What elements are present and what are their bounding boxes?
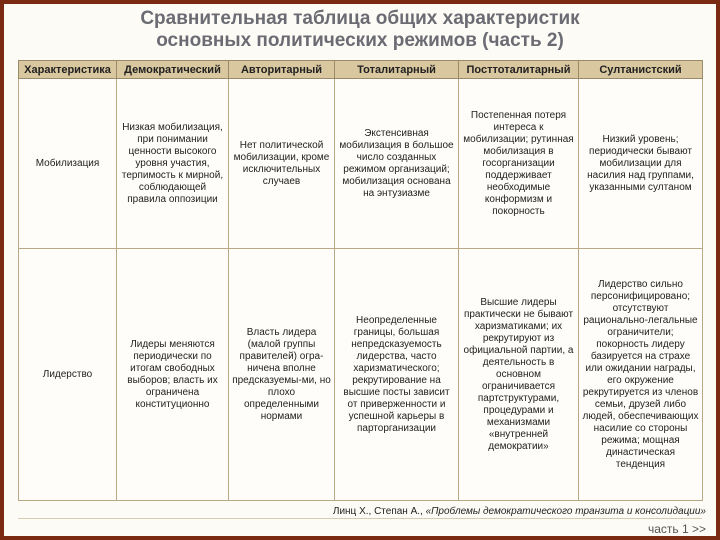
- header-authoritarian: Авторитарный: [229, 61, 335, 79]
- row-label-mobilization: Мобилизация: [19, 79, 117, 249]
- row-label-leadership: Лидерство: [19, 249, 117, 501]
- header-sultanistic: Султанистский: [579, 61, 703, 79]
- cell-leadership-sultanistic: Лидерство сильно персонифицировано; отсутствуют рационально-легальные ограничители; покорность лидеру базируется на страхе или ожидании награды, его окружение рекрутируется из членов семьи, друзей либо людей, обеспечивающих насилие со стороны режима; мощная династическая тенденция: [579, 249, 703, 501]
- title-line-1: Сравнительная таблица общих характеристик: [140, 8, 580, 29]
- citation-work: «Проблемы демократического транзита и консолидации»: [425, 506, 706, 517]
- cell-mobilization-authoritarian: Нет политической мобилизации, кроме исключительных случаев: [229, 79, 335, 249]
- cell-mobilization-sultanistic: Низкий уровень; периодически бывают мобилизации для насилия над группами, указанными султаном: [579, 79, 703, 249]
- slide-title: [0, 8, 720, 52]
- header-post-totalitarian: Посттоталитарный: [459, 61, 579, 79]
- cell-mobilization-democratic: Низкая мобилизация, при понимании ценности высокого уровня участия, терпимость к мирной, соблюдающей правила оппозиции: [117, 79, 229, 249]
- cell-leadership-totalitarian: Неопределенные границы, большая непредсказуемость лидерства, часто харизматического; рекрутирование на высшие посты зависит от приверженности и успешной карьеры в парторганизации: [335, 249, 459, 501]
- header-characteristic: Характеристика: [19, 61, 117, 79]
- table-row-mobilization: [19, 79, 703, 249]
- cell-mobilization-totalitarian: Экстенсивная мобилизация в большое число созданных режимом организаций; мобилизация основана на энтузиазме: [335, 79, 459, 249]
- table-header-row: [19, 61, 703, 79]
- title-line-2: основных политических режимов (часть 2): [156, 30, 564, 51]
- cell-leadership-democratic: Лидеры меняются периодически по итогам свободных выборов; власть их ограничена конституционно: [117, 249, 229, 501]
- header-democratic: Демократический: [117, 61, 229, 79]
- nav-part-1-link[interactable]: часть 1 >>: [647, 522, 706, 536]
- footer-divider: [18, 518, 702, 519]
- cell-mobilization-post-totalitarian: Постепенная потеря интереса к мобилизации; рутинная мобилизация в госорганизации поддерживает необходимые конформизм и покорность: [459, 79, 579, 249]
- table-row-leadership: [19, 249, 703, 501]
- comparison-table: [18, 60, 703, 501]
- cell-leadership-authoritarian: Власть лидера (малой группы правителей) огра-ничена вполне предсказуемы-ми, но плохо определенными нормами: [229, 249, 335, 501]
- citation: [270, 506, 706, 517]
- citation-authors: Линц Х., Степан А.,: [332, 506, 426, 517]
- cell-leadership-post-totalitarian: Высшие лидеры практически не бывают харизматиками; их рекрутируют из официальной партии, а деятельность в основном ограничивается партструктурами, процедурами и механизмами «внутренней демократии»: [459, 249, 579, 501]
- header-totalitarian: Тоталитарный: [335, 61, 459, 79]
